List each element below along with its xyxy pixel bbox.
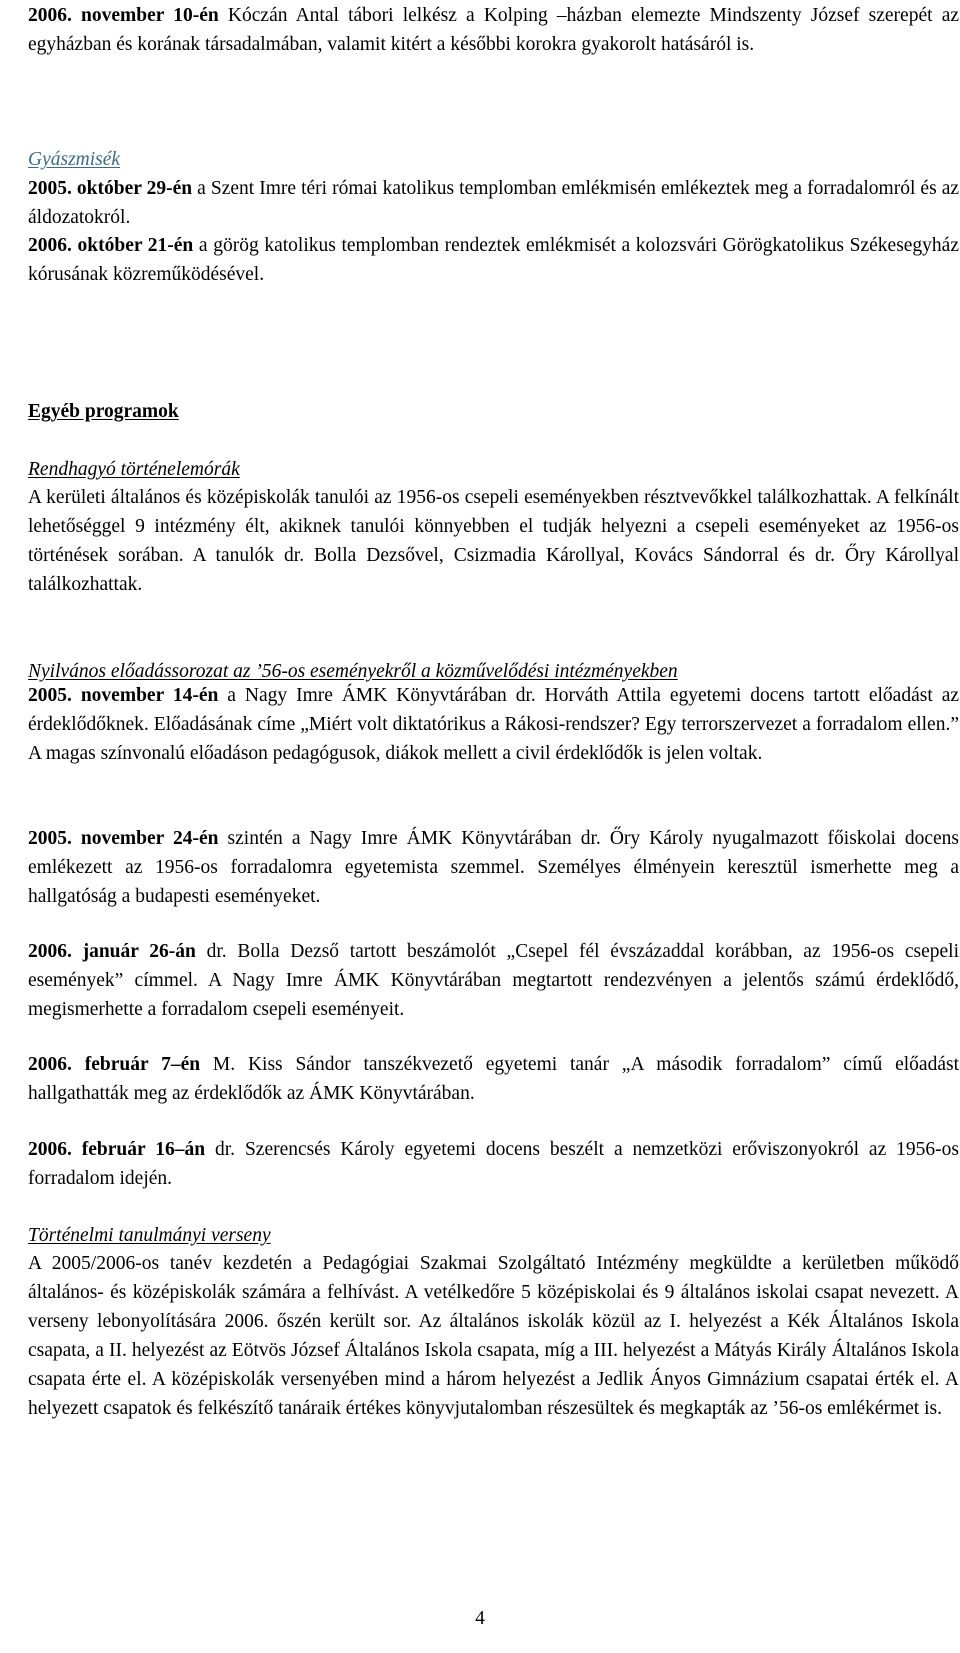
event-text: dr. Bolla Dezső tartott beszámolót „Csepel fél évszázaddal korábban, az 1956-os csepeli események” címmel. A Nagy Imre ÁMK Könyvtárában megtartott rendezvényen a jelentős számú érdeklődő, megismerhette a forradalom csepeli eseményeit. <box>28 941 959 1020</box>
event-date: 2005. november 24-én <box>28 828 219 849</box>
page-number: 4 <box>475 1608 485 1629</box>
paragraph-mindszenty <box>28 1 959 59</box>
event-text: M. Kiss Sándor tanszékvezető egyetemi tanár „A második forradalom” című előadást hallgathatták meg az érdeklődők az ÁMK Könyvtárában. <box>28 1054 959 1104</box>
event-date: 2006. február 7–én <box>28 1054 201 1075</box>
event-text: a Szent Imre téri római katolikus templomban emlékmisén emlékeztek meg a forradalomról és az áldozatokról. <box>28 178 960 228</box>
nyilvanos-heading: Nyilvános előadássorozat az ’56-os eseményekről a közművelődési intézményekben <box>28 661 678 682</box>
paragraph-lecture-4 <box>28 1050 959 1108</box>
event-text: dr. Szerencsés Károly egyetemi docens beszélt a nemzetközi erőviszonyokról az 1956-os forradalom idején. <box>28 1139 959 1189</box>
event-date: 2006. február 16–án <box>28 1139 206 1160</box>
paragraph-gyaszmise-2 <box>28 231 959 289</box>
event-text: Kóczán Antal tábori lelkész a Kolping –házban elemezte Mindszenty József szerepét az egyházban és korának társadalmában, valamit kitért a későbbi korokra gyakorolt hatásáról is. <box>28 5 960 55</box>
event-date: 2005. november 14-én <box>28 685 219 706</box>
gyaszmisek-heading: Gyászmisék <box>28 149 121 170</box>
paragraph-lecture-5 <box>28 1135 959 1193</box>
event-date: 2005. október 29-én <box>28 178 193 199</box>
event-text: szintén a Nagy Imre ÁMK Könyvtárában dr. Őry Károly nyugalmazott főiskolai docens emlékezett az 1956-os forradalomra egyetemista szemmel. Személyes élményein keresztül ismerhette meg a hallgatóság a budapesti eseményeket. <box>28 828 959 907</box>
verseny-heading: Történelmi tanulmányi verseny <box>28 1225 271 1246</box>
event-text: a Nagy Imre ÁMK Könyvtárában dr. Horváth Attila egyetemi docens tartott előadást az érdeklődőknek. Előadásának címe „Miért volt diktatórikus a Rákosi-rendszer? Egy terrorszervezet a forradalom ellen.” A magas színvonalú előadáson pedagógusok, diákok mellett a civil érdeklődők is jelen voltak. <box>28 685 960 764</box>
section-title-egyeb-programok: Egyéb programok <box>28 401 179 422</box>
rendhagyo-heading: Rendhagyó történelemórák <box>28 459 240 480</box>
paragraph-gyaszmise-1 <box>28 174 959 232</box>
paragraph-rendhagyo: A kerületi általános és középiskolák tanulói az 1956-os csepeli eseményekben résztvevőkkel találkozhattak. A felkínált lehetőséggel 9 intézmény élt, akiknek tanulói könnyebben el tudják helyezni a csepeli eseményeket az 1956-os történések sorában. A tanulók dr. Bolla Dezsővel, Csizmadia Károllyal, Kovács Sándorral és dr. Őry Károllyal találkozhattak. <box>28 487 959 595</box>
paragraph-lecture-3 <box>28 937 959 1024</box>
paragraph-verseny: A 2005/2006-os tanév kezdetén a Pedagógiai Szakmai Szolgáltató Intézmény megküldte a kerületben működő általános- és középiskolák számára a felhívást. A vetélkedőre 5 középiskolai és 9 általános iskolai csapat nevezett. A verseny lebonyolítására 2006. őszén került sor. Az általános iskolák közül az I. helyezést a Kék Általános Iskola csapata, a II. helyezést az Eötvös József Általános Iskola csapata, míg a III. helyezést a Mátyás Király Általános Iskola csapata érte el. A középiskolák versenyében mind a három helyezést a Jedlik Ányos Gimnázium csapatai érték el. A helyezett csapatok és felkészítő tanáraik értékes könyvjutalomban részesültek és megkapták az ’56-os emlékérmet is. <box>28 1253 959 1419</box>
paragraph-lecture-2 <box>28 824 959 911</box>
event-text: a görög katolikus templomban rendeztek emlékmisét a kolozsvári Görögkatolikus Székesegyház kórusának közreműködésével. <box>28 235 959 285</box>
event-date: 2006. november 10-én <box>28 5 219 26</box>
event-date: 2006. október 21-én <box>28 235 194 256</box>
paragraph-lecture-1 <box>28 681 959 768</box>
event-date: 2006. január 26-án <box>28 941 196 962</box>
